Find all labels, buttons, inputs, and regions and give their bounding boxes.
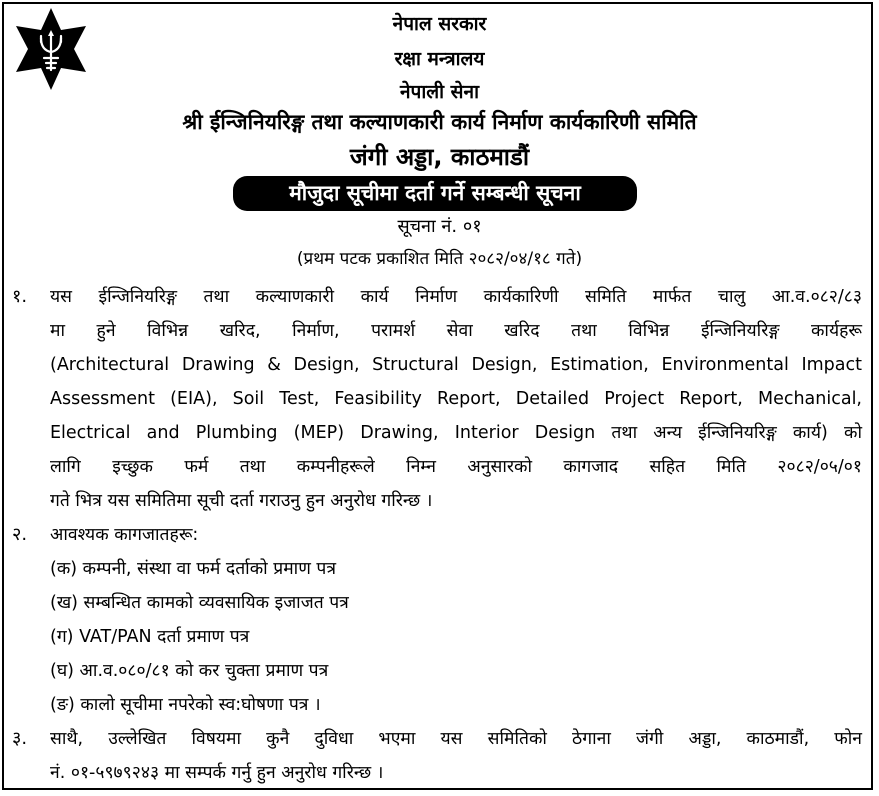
list-item: (ख) सम्बन्धित कामको व्यवसायिक इजाजत पत्र — [50, 593, 349, 613]
paragraph-line: यस ईन्जिनियरिङ्ग तथा कल्याणकारी कार्य निर्माण कार्यकारिणी समिति मार्फत चालु आ.व.०८२/८३ — [50, 287, 862, 307]
army-title: नेपाली सेना — [400, 81, 479, 103]
paragraph-line: नं. ०१-५९७९२४३ मा सम्पर्क गर्नु हुन अनुरोध गरिन्छ । — [50, 763, 384, 783]
paragraph-line: लागि इच्छुक फर्म तथा कम्पनीहरूले निम्न अनुसारको कागजाद सहित मिति २०८२/०५/०१ — [50, 457, 862, 477]
point-number: १. — [12, 286, 28, 307]
section-title: आवश्यक कागजातहरू: — [50, 525, 199, 545]
publish-date: (प्रथम पटक प्रकाशित मिति २०८२/०४/१८ गते) — [296, 249, 583, 269]
govt-title: नेपाल सरकार — [392, 13, 487, 35]
paragraph-line: गते भित्र यस समितिमा सूची दर्ता गराउनु हुन अनुरोध गरिन्छ । — [50, 491, 433, 511]
list-item: (क) कम्पनी, संस्था वा फर्म दर्ताको प्रमाण पत्र — [50, 559, 337, 579]
paragraph-line: साथै, उल्लेखित विषयमा कुनै दुविधा भएमा यस समितिको ठेगाना जंगी अड्डा, काठमाडौं, फोन — [50, 729, 862, 749]
list-item: (घ) आ.व.०८०/८१ को कर चुक्ता प्रमाण पत्र — [50, 661, 329, 681]
committee-title: श्री ईन्जिनियरिङ्ग तथा कल्याणकारी कार्य निर्माण कार्यकारिणी समिति — [182, 110, 697, 134]
notice-banner: मौजुदा सूचीमा दर्ता गर्ने सम्बन्धी सूचना — [233, 176, 637, 211]
paragraph-line: Assessment (EIA), Soil Test, Feasibility Report, Detailed Project Report, Mechanical, — [50, 389, 862, 409]
notice-number: सूचना नं. ०१ — [397, 216, 482, 237]
paragraph-line: (Architectural Drawing & Design, Structural Design, Estimation, Environmental Impact — [50, 355, 862, 375]
point-number: २. — [12, 524, 28, 545]
paragraph-line: Electrical and Plumbing (MEP) Drawing, Interior Design तथा अन्य ईन्जिनियरिङ्ग कार्य) को — [50, 423, 862, 443]
ministry-title: रक्षा मन्त्रालय — [394, 48, 485, 70]
list-item: (ग) VAT/PAN दर्ता प्रमाण पत्र — [50, 627, 250, 647]
point-number: ३. — [12, 728, 28, 749]
paragraph-line: मा हुने विभिन्न खरिद, निर्माण, परामर्श सेवा खरिद तथा विभिन्न ईन्जिनियरिङ्ग कार्यहरू — [50, 321, 862, 341]
list-item: (ङ) कालो सूचीमा नपरेको स्व:घोषणा पत्र । — [50, 695, 321, 715]
location-title: जंगी अड्डा, काठमाडौं — [349, 143, 530, 171]
